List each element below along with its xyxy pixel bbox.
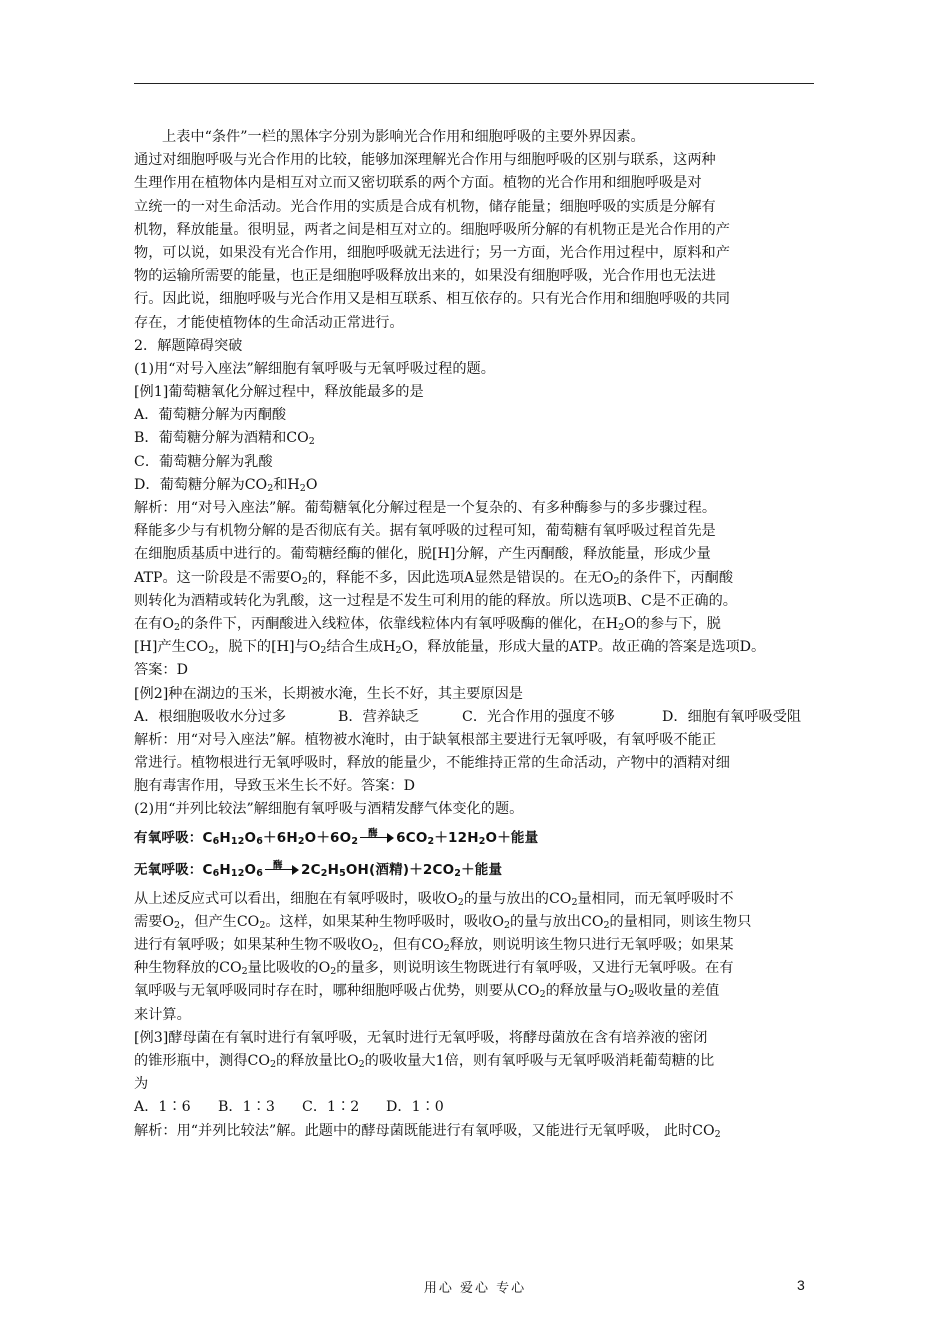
formula-reactants: $C_6H_{12}O_6+6H_2O+6O_2$ (202, 829, 359, 847)
text-line: 2．解题障碍突破 (134, 337, 243, 354)
choice-c: C．1∶2 (302, 1099, 360, 1116)
text-line: 解析：用“对号入座法”解。植物被水淹时，由于缺氧根部主要进行无氧呼吸，有氧呼吸不能正 (134, 731, 717, 748)
text-line: D．葡萄糖分解为$CO_2$和$H_2O$ (134, 476, 318, 494)
anaerobic-formula (134, 856, 824, 884)
text-line: 机物，释放能量。很明显，两者之间是相互对立的。细胞呼吸所分解的有机物正是光合作用的产 (134, 221, 730, 238)
text-line: 从上述反应式可以看出，细胞在有氧呼吸时，吸收$O_2$的量与放出的$CO_2$量相同，而无氧呼吸时不 (134, 890, 734, 908)
choice-a: A．根细胞吸收水分过多 (134, 708, 287, 725)
text-line: 答案：D (134, 662, 188, 679)
text-line: 需要$O_2$，但产生$CO_2$。这样，如果某种生物呼吸时，吸收$O_2$的量与放出$CO_2$的量相同，则该生物只 (134, 913, 752, 931)
paragraph-block-1 (134, 126, 824, 706)
formula-label: 无氧呼吸： (134, 861, 203, 878)
text-line: 胞有毒害作用，导致玉米生长不好。答案：D (134, 778, 415, 795)
choice-a: A．1∶6 (134, 1099, 191, 1116)
reaction-arrow-icon (360, 827, 394, 843)
paragraph-block-2 (134, 729, 824, 822)
text-line: 种生物释放的$CO_2$量比吸收的$O_2$的量多，则说明该生物既进行有氧呼吸，又进行无氧呼吸。在有 (134, 960, 734, 978)
choice-c: C．光合作用的强度不够 (462, 708, 615, 725)
text-line: ATP。这一阶段是不需要$O_2$的，释能不多，因此选项A显然是错误的。在无$O_2$的条件下，丙酮酸 (134, 569, 734, 587)
aerobic-formula (134, 824, 824, 852)
reaction-arrow-icon (265, 859, 299, 875)
text-line: [例2]种在湖边的玉米，长期被水淹，生长不好，其主要原因是 (134, 685, 523, 702)
text-line: [H]产生$CO_2$，脱下的[H]与$O_2$结合生成$H_2O$，释放能量，形成大量的ATP。故正确的答案是选项D。 (134, 639, 766, 657)
text-line: 氧呼吸与无氧呼吸同时存在时，哪种细胞呼吸占优势，则要从$CO_2$的释放量与$O_2$吸收量的差值 (134, 983, 720, 1001)
text-line: 立统一的一对生命活动。光合作用的实质是合成有机物，储存能量；细胞呼吸的实质是分解有 (134, 198, 716, 215)
text-line: 通过对细胞呼吸与光合作用的比较，能够加深理解光合作用与细胞呼吸的区别与联系，这两种 (134, 152, 716, 169)
text-line: 行。因此说，细胞呼吸与光合作用又是相互联系、相互依存的。只有光合作用和细胞呼吸的共同 (134, 291, 730, 308)
choice-b: B．营养缺乏 (338, 708, 420, 725)
text-line: [例1]葡萄糖氧化分解过程中，释放能最多的是 (134, 384, 424, 401)
choice-d: D．1∶0 (386, 1099, 444, 1116)
text-line: 上表中“条件”一栏的黑体字分别为影响光合作用和细胞呼吸的主要外界因素。 (162, 129, 645, 145)
text-line: 进行有氧呼吸；如果某种生物不吸收$O_2$，但有$CO_2$释放，则说明该生物只进行无氧呼吸；如果某 (134, 937, 734, 954)
text-line: [例3]酵母菌在有氧时进行有氧呼吸，无氧时进行无氧呼吸，将酵母菌放在含有培养液的密闭 (134, 1029, 708, 1046)
formula-reactants: $C_6H_{12}O_6$ (202, 861, 264, 879)
header-rule (134, 83, 814, 84)
footer-motto: 用心 爱心 专心 (423, 1281, 527, 1296)
text-line: (1)用“对号入座法”解细胞有氧呼吸与无氧呼吸过程的题。 (134, 360, 495, 377)
text-line: 物，可以说，如果没有光合作用，细胞呼吸就无法进行；另一方面，光合作用过程中，原料和产 (134, 244, 730, 261)
catalyst-label: 酶 (273, 859, 283, 871)
page-number: 3 (797, 1277, 805, 1293)
formula-products: $6CO_2+12H_2O+$能量 (396, 829, 539, 847)
text-line: 物的运输所需要的能量，也正是细胞呼吸释放出来的，如果没有细胞呼吸，光合作用也无法进 (134, 268, 716, 285)
text-line: 生理作用在植物体内是相互对立而又密切联系的两个方面。植物的光合作用和细胞呼吸是对 (134, 175, 702, 192)
example2-choices (134, 706, 824, 729)
formula-products: $2C_2H_5OH$(酒精)$+2CO_2+$能量 (301, 861, 503, 879)
paragraph-block-3 (134, 888, 824, 1097)
text-line: (2)用“并列比较法”解细胞有氧呼吸与酒精发酵气体变化的题。 (134, 801, 524, 818)
text-line: 常进行。植物根进行无氧呼吸时，释放的能量少，不能维持正常的生命活动，产物中的酒精对细 (134, 755, 730, 772)
example3-choices (134, 1096, 824, 1119)
text-line: 在细胞质基质中进行的。葡萄糖经酶的催化，脱[H]分解，产生丙酮酸，释放能量，形成少量 (134, 546, 711, 563)
text-line: 为 (134, 1076, 149, 1093)
text-line: 来计算。 (134, 1006, 191, 1023)
text-line: A．葡萄糖分解为丙酮酸 (134, 407, 287, 424)
text-line: 的锥形瓶中，测得$CO_2$的释放量比$O_2$的吸收量大1倍，则有氧呼吸与无氧呼吸消耗葡萄糖的比 (134, 1052, 715, 1070)
text-line: 在有$O_2$的条件下，丙酮酸进入线粒体，依靠线粒体内有氧呼吸酶的催化，在$H_2O$的参与下，脱 (134, 615, 721, 633)
text-line: 释能多少与有机物分解的是否彻底有关。据有氧呼吸的过程可知，葡萄糖有氧呼吸过程首先是 (134, 523, 716, 540)
text-line: 解析：用“对号入座法”解。葡萄糖氧化分解过程是一个复杂的、有多种酶参与的多步骤过程。 (134, 500, 717, 516)
formula-label: 有氧呼吸： (134, 829, 203, 846)
choice-b: B．1∶3 (218, 1099, 275, 1116)
document-body (134, 126, 824, 1143)
catalyst-label: 酶 (368, 827, 378, 839)
text-line: B．葡萄糖分解为酒精和$CO_2$ (134, 430, 315, 448)
analysis-line: 解析：用“并列比较法”解。此题中的酵母菌既能进行有氧呼吸，又能进行无氧呼吸， 此时$CO_2$ (134, 1122, 721, 1140)
text-line: 则转化为酒精或转化为乳酸，这一过程是不发生可利用的能的释放。所以选项B、C是不正确的。 (134, 592, 737, 609)
choice-d: D．细胞有氧呼吸受阻 (662, 708, 802, 725)
text-line: 存在，才能使植物体的生命活动正常进行。 (134, 314, 404, 331)
text-line: C．葡萄糖分解为乳酸 (134, 453, 273, 470)
